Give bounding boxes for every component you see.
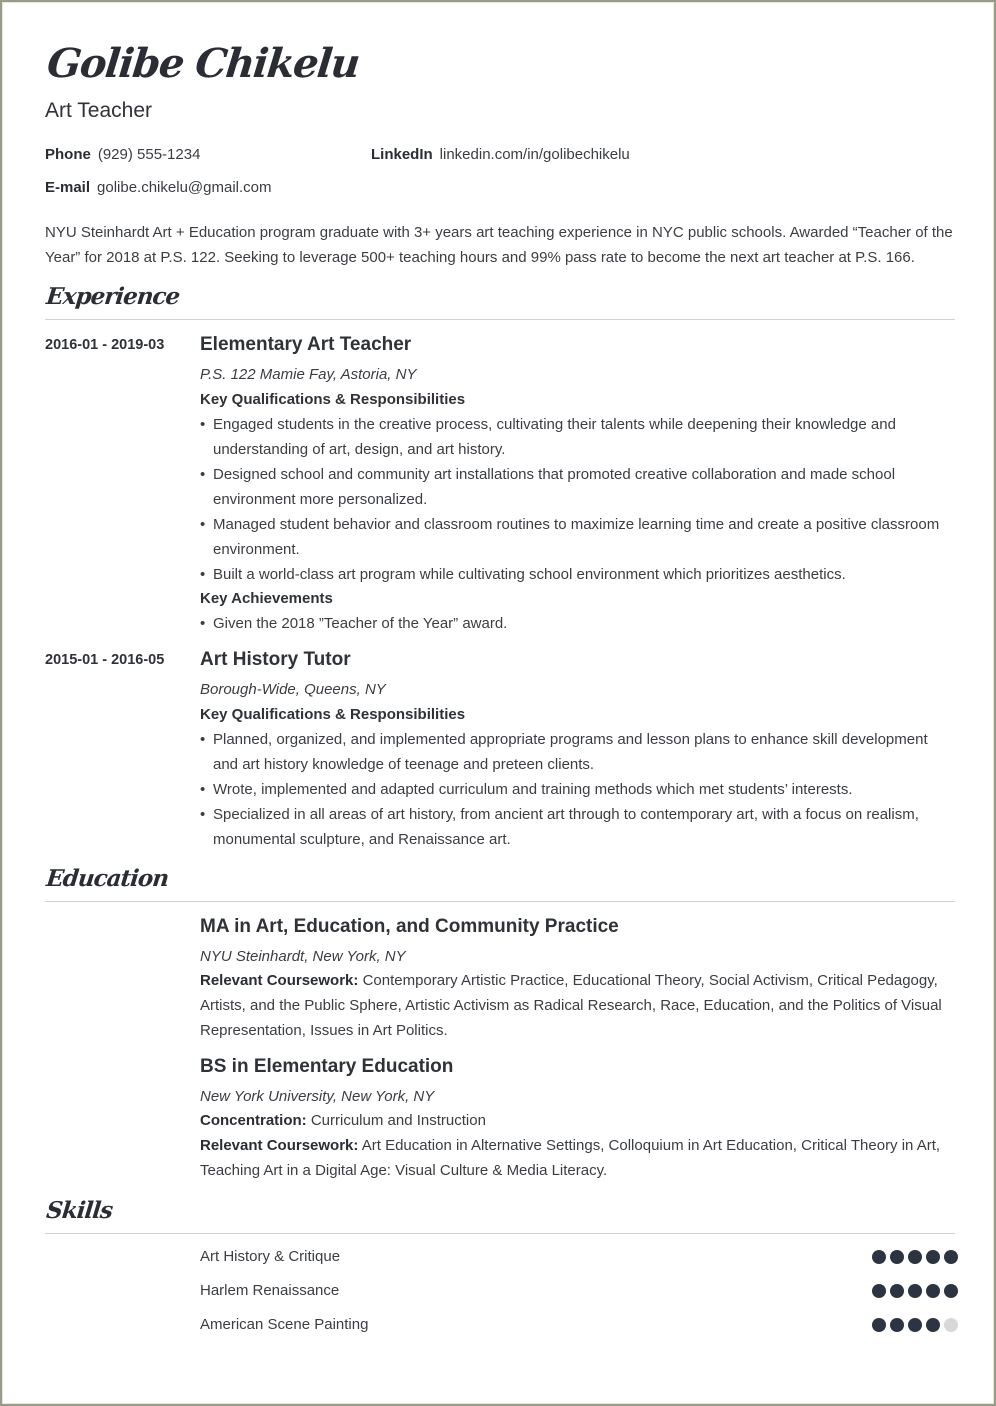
job-entry [200,334,956,636]
school-name: New York University, New York, NY [200,1088,435,1105]
list-item: • Specialized in all areas of art history, from ancient art through to contemporary art, with a focus on realism, monumental sculpture, and Renaissance art. [200,802,956,852]
rating-dot-filled [926,1318,940,1332]
job-title: Art History Tutor [200,649,351,670]
list-item: • Managed student behavior and classroom routines to maximize learning time and create a positive classroom environment. [200,512,956,562]
list-item: • Built a world-class art program while cultivating school environment which prioritizes aesthetics. [200,562,956,587]
education-entry [200,1056,956,1183]
list-item: • Given the 2018 ”Teacher of the Year” award. [200,611,956,636]
concentration-label: Concentration: [200,1112,307,1129]
candidate-name: Golibe Chikelu [45,40,362,87]
job-location: Borough-Wide, Queens, NY [200,681,386,698]
rating-dot-filled [872,1284,886,1298]
coursework-label: Relevant Coursework: [200,972,359,989]
linkedin-value[interactable]: linkedin.com/in/golibechikelu [439,146,630,163]
rating-dot-filled [926,1250,940,1264]
list-item: • Designed school and community art installations that promoted creative collaboration and made school environment more personalized. [200,462,956,512]
job-entry [200,649,956,852]
skill-rating [872,1318,958,1332]
coursework-value: Art Education in Alternative Settings, Colloquium in Art Education, Critical Theory in Art, Teaching Art in a Digital Age: Visual Culture & Media Literacy. [200,1137,941,1179]
achievements-heading: Key Achievements [200,590,333,607]
summary: NYU Steinhardt Art + Education program graduate with 3+ years art teaching experience in NYC public schools. Awarded “Teacher of the Year” for 2018 at P.S. 122. Seeking to leverage 500+ teaching hours and 99% pass rate to become the next art teacher at P.S. 166. [45,224,953,266]
job-dates: 2015-01 - 2016-05 [45,652,165,668]
degree-title: BS in Elementary Education [200,1056,454,1077]
concentration [200,1108,956,1133]
section-title-experience: Experience [45,283,181,310]
job-dates: 2016-01 - 2019-03 [45,337,165,353]
skill-name: American Scene Painting [200,1316,369,1333]
rating-dot-filled [890,1318,904,1332]
coursework [200,968,956,1043]
list-item: • Planned, organized, and implemented appropriate programs and lesson plans to enhance skill development and art history knowledge of teenage and preteen clients. [200,727,956,777]
skill-rating [872,1284,958,1298]
skill-rating [872,1250,958,1264]
phone-value: (929) 555-1234 [97,146,201,163]
list-item: • Engaged students in the creative process, cultivating their talents while deepening their knowledge and understanding of art, design, and art history. [200,412,956,462]
skill-name: Art History & Critique [200,1248,341,1265]
email-value[interactable]: golibe.chikelu@gmail.com [97,179,272,196]
achievements-list [200,611,956,636]
responsibilities-list [200,412,956,587]
rating-dot-filled [926,1284,940,1298]
coursework [200,1133,956,1183]
coursework-value: Contemporary Artistic Practice, Educational Theory, Social Activism, Critical Pedagogy, Artists, and the Public Sphere, Artistic Activism as Radical Research, Race, Education, and the Politics of Visual Representation, Issues in Art Politics. [200,972,942,1039]
rating-dot-filled [872,1250,886,1264]
rating-dot-filled [908,1318,922,1332]
education-entry [200,916,956,1043]
job-location: P.S. 122 Mamie Fay, Astoria, NY [200,366,417,383]
section-divider [45,901,955,902]
rating-dot-filled [944,1284,958,1298]
rating-dot-filled [908,1250,922,1264]
rating-dot-filled [890,1284,904,1298]
section-title-skills: Skills [45,1197,114,1224]
contact-email [45,179,272,196]
contact-phone [45,146,200,163]
phone-label: Phone [45,146,91,163]
linkedin-label: LinkedIn [371,146,433,163]
skill-name: Harlem Renaissance [200,1282,340,1299]
rating-dot-filled [872,1318,886,1332]
list-item: • Wrote, implemented and adapted curriculum and training methods which met students’ interests. [200,777,956,802]
rating-dot-filled [908,1284,922,1298]
email-label: E-mail [45,179,91,196]
school-name: NYU Steinhardt, New York, NY [200,948,406,965]
rating-dot-filled [944,1250,958,1264]
concentration-value: Curriculum and Instruction [310,1112,486,1129]
job-title: Elementary Art Teacher [200,334,412,355]
section-divider [45,1233,955,1234]
section-title-education: Education [45,865,170,892]
coursework-label: Relevant Coursework: [200,1137,359,1154]
responsibilities-list [200,727,956,852]
contact-linkedin [371,146,630,163]
rating-dot-empty [944,1318,958,1332]
qualifications-heading: Key Qualifications & Responsibilities [200,391,466,408]
job-role: Art Teacher [45,99,152,122]
degree-title: MA in Art, Education, and Community Practice [200,916,619,937]
section-divider [45,319,955,320]
rating-dot-filled [890,1250,904,1264]
qualifications-heading: Key Qualifications & Responsibilities [200,706,466,723]
